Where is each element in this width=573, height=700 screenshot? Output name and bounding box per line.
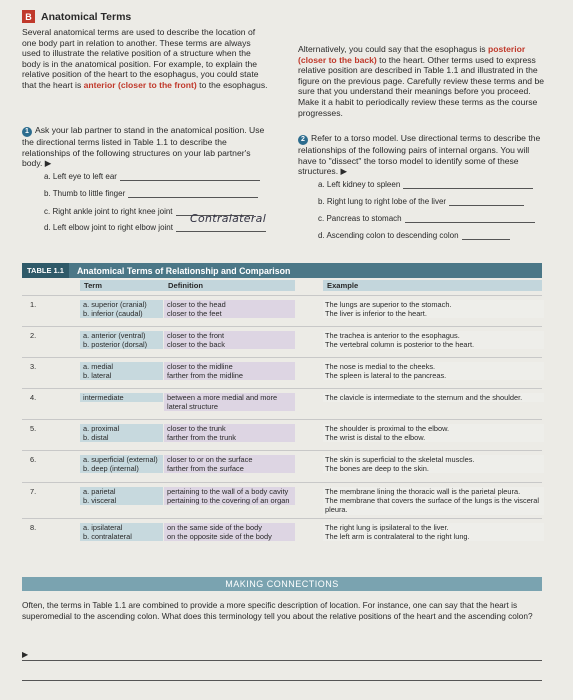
term-cell <box>80 523 163 541</box>
term-cell-line: a. superficial (external) <box>83 455 158 464</box>
column-header-example: Example <box>323 280 542 291</box>
term-cell-line: b. contralateral <box>83 532 132 542</box>
intro-line: used to illustrate the relative position of a structure when the <box>22 48 251 59</box>
definition-cell-line: between a more medial and more lateral structure <box>167 393 278 412</box>
term-cell <box>80 362 163 380</box>
definition-cell-line: closer to the back <box>167 340 225 350</box>
definition-cell-line: farther from the surface <box>167 464 244 474</box>
task2-question-b <box>318 197 524 206</box>
table-row <box>22 326 542 357</box>
definition-cell-line: closer to the midline <box>167 362 233 371</box>
example-cell <box>323 393 544 402</box>
definition-cell <box>164 455 295 473</box>
term-cell <box>80 424 163 442</box>
example-cell-line: The wrist is distal to the elbow. <box>325 433 426 443</box>
answer-blank[interactable] <box>449 205 524 206</box>
example-cell-line: The liver is inferior to the heart. <box>325 309 427 319</box>
example-cell <box>323 487 544 515</box>
example-cell-line: The right lung is ipsilateral to the liver. <box>325 523 449 532</box>
example-cell-line: The membrane that covers the surface of the lungs is the visceral pleura. <box>325 496 540 515</box>
definition-cell-line: farther from the midline <box>167 371 243 381</box>
term-cell-line: a. medial <box>83 362 113 371</box>
highlight-posterior: posterior (closer to the back) <box>298 44 526 65</box>
highlight-anterior: anterior (closer to the front) <box>83 79 197 90</box>
term-cell-line: b. distal <box>83 433 109 443</box>
answer-blank[interactable] <box>405 222 535 223</box>
section-title: Anatomical Terms <box>41 10 132 23</box>
making-connections-text: Often, the terms in Table 1.1 are combined to provide a more specific description of location. For instance, one can say that the heart is superomedial to the ascending colon. What does this terminology tell you about the relative positions of the heart and the ascending colon? <box>22 600 533 621</box>
task1-question-a <box>44 172 260 181</box>
intro-left-text <box>22 27 272 91</box>
example-cell-line: The spleen is lateral to the pancreas. <box>325 371 447 381</box>
intro-right-start: Alternatively, you could say that the esophagus is <box>298 44 488 54</box>
intro-line: relative position of the heart to the esophagus, you could state <box>22 69 259 80</box>
row-number: 7. <box>30 487 37 496</box>
column-header-definition: Definition <box>164 280 295 291</box>
example-cell-line: The left arm is contralateral to the right lung. <box>325 532 470 542</box>
answer-line[interactable] <box>22 660 542 661</box>
definition-cell-line: farther from the trunk <box>167 433 237 443</box>
task1-prompt <box>22 125 272 169</box>
example-cell-line: The nose is medial to the cheeks. <box>325 362 436 371</box>
answer-line[interactable] <box>22 680 542 681</box>
term-cell-line: a. proximal <box>83 424 120 433</box>
term-cell-line: a. parietal <box>83 487 116 496</box>
column-header-term: Term <box>80 280 165 291</box>
intro-line: that the heart is <box>22 79 84 90</box>
definition-cell <box>164 424 295 442</box>
row-number: 1. <box>30 300 37 309</box>
table-row <box>22 388 542 419</box>
answer-blank[interactable] <box>462 239 510 240</box>
definition-cell <box>164 300 295 318</box>
task2-question-a <box>318 180 533 189</box>
definition-cell <box>164 393 295 411</box>
task1-question-b <box>44 189 258 198</box>
example-cell-line: The clavicle is intermediate to the sternum and the shoulder. <box>325 393 523 402</box>
task-number-badge: 2 <box>298 135 308 145</box>
intro-right-rest: to the heart. Other terms used to express relative position are described in Table 1.1 and illustrated in the figure on the previous page. Carefully review these terms and be sure that you understand their meanings before you proceed. Make it a habit to periodically review these terms as the course progresses. <box>298 54 545 118</box>
making-connections-header: MAKING CONNECTIONS <box>22 577 542 591</box>
term-cell <box>80 487 163 505</box>
task2-prompt <box>298 133 543 177</box>
table-row <box>22 518 542 554</box>
table-row <box>22 295 542 326</box>
term-cell <box>80 300 163 318</box>
answer-blank[interactable] <box>128 197 258 198</box>
example-cell <box>323 523 544 541</box>
example-cell <box>323 424 544 442</box>
question-label: a. Left kidney to spleen <box>318 180 401 189</box>
task2-question-c <box>318 214 535 223</box>
definition-cell-line: on the same side of the body <box>167 523 262 532</box>
table-tag: TABLE 1.1 <box>22 263 69 278</box>
term-cell-line: b. posterior (dorsal) <box>83 340 148 350</box>
definition-cell <box>164 523 295 541</box>
example-cell <box>323 331 544 349</box>
definition-cell-line: on the opposite side of the body <box>167 532 272 542</box>
table-row <box>22 419 542 450</box>
question-label: c. Pancreas to stomach <box>318 214 402 223</box>
question-label: d. Left elbow joint to right elbow joint <box>44 223 173 232</box>
term-cell <box>80 393 163 402</box>
example-cell-line: The bones are deep to the skin. <box>325 464 429 474</box>
task1-text: Ask your lab partner to stand in the anatomical position. Use the directional terms listed in Table 1.1 to describe the relationships of the following structures on your lab partner's body. ▶ <box>22 125 265 169</box>
example-cell-line: The lungs are superior to the stomach. <box>325 300 452 309</box>
example-cell <box>323 362 544 380</box>
section-badge: B <box>22 10 35 23</box>
answer-blank[interactable] <box>403 188 533 189</box>
term-cell-line: b. inferior (caudal) <box>83 309 143 319</box>
row-number: 2. <box>30 331 37 340</box>
definition-cell <box>164 331 295 349</box>
term-cell-line: a. ipsilateral <box>83 523 123 532</box>
definition-cell-line: closer to the trunk <box>167 424 226 433</box>
term-cell-line: b. lateral <box>83 371 112 381</box>
intro-line: body is in the anatomical position. For example, to explain the <box>22 58 258 69</box>
definition-cell-line: closer to the feet <box>167 309 222 319</box>
row-number: 4. <box>30 393 37 402</box>
term-cell <box>80 455 163 473</box>
table-title: Anatomical Terms of Relationship and Comparison <box>76 265 291 276</box>
definition-cell <box>164 362 295 380</box>
definition-cell-line: closer to the front <box>167 331 225 340</box>
row-number: 8. <box>30 523 37 532</box>
intro-line: one body part in relation to another. These terms are always <box>22 37 251 48</box>
row-number: 6. <box>30 455 37 464</box>
answer-arrow-icon: ▶ <box>22 650 29 659</box>
answer-blank[interactable] <box>120 180 260 181</box>
row-number: 5. <box>30 424 37 433</box>
question-label: b. Right lung to right lobe of the liver <box>318 197 447 206</box>
term-cell-line: intermediate <box>83 393 124 402</box>
table-row <box>22 450 542 481</box>
example-cell-line: The membrane lining the thoracic wall is the parietal pleura. <box>325 487 521 496</box>
term-cell <box>80 331 163 349</box>
intro-right-text <box>298 44 546 118</box>
question-label: a. Left eye to left ear <box>44 172 117 181</box>
question-label: c. Right ankle joint to right knee joint <box>44 207 173 216</box>
row-number: 3. <box>30 362 37 371</box>
example-cell-line: The shoulder is proximal to the elbow. <box>325 424 450 433</box>
definition-cell-line: closer to or on the surface <box>167 455 253 464</box>
definition-cell-line: pertaining to the covering of an organ <box>167 496 290 506</box>
term-cell-line: b. deep (internal) <box>83 464 139 474</box>
task-number-badge: 1 <box>22 127 32 137</box>
intro-line-end: to the esophagus. <box>196 79 268 90</box>
example-cell <box>323 300 544 318</box>
term-cell-line: a. anterior (ventral) <box>83 331 146 340</box>
term-cell-line: a. superior (cranial) <box>83 300 147 309</box>
task2-text: Refer to a torso model. Use directional terms to describe the relationships of the following pairs of internal organs. You will have to "dissect" the torso model to identify some of these structures. ▶ <box>298 133 541 177</box>
answer-blank[interactable] <box>176 231 266 232</box>
table-title-bar <box>22 263 542 278</box>
example-cell-line: The trachea is anterior to the esophagus. <box>325 331 460 340</box>
example-cell-line: The skin is superficial to the skeletal muscles. <box>325 455 475 464</box>
task2-question-d <box>318 231 510 240</box>
definition-cell <box>164 487 295 505</box>
intro-line: Several anatomical terms are used to describe the location of <box>22 27 256 37</box>
table-row <box>22 357 542 388</box>
question-label: d. Ascending colon to descending colon <box>318 231 459 240</box>
definition-cell-line: pertaining to the wall of a body cavity <box>167 487 289 496</box>
handwritten-answer: Contralateral <box>190 212 267 225</box>
example-cell <box>323 455 544 473</box>
section-header <box>22 10 131 23</box>
table-row <box>22 482 542 518</box>
definition-cell-line: closer to the head <box>167 300 226 309</box>
question-label: b. Thumb to little finger <box>44 189 126 198</box>
example-cell-line: The vertebral column is posterior to the heart. <box>325 340 475 350</box>
term-cell-line: b. visceral <box>83 496 117 506</box>
